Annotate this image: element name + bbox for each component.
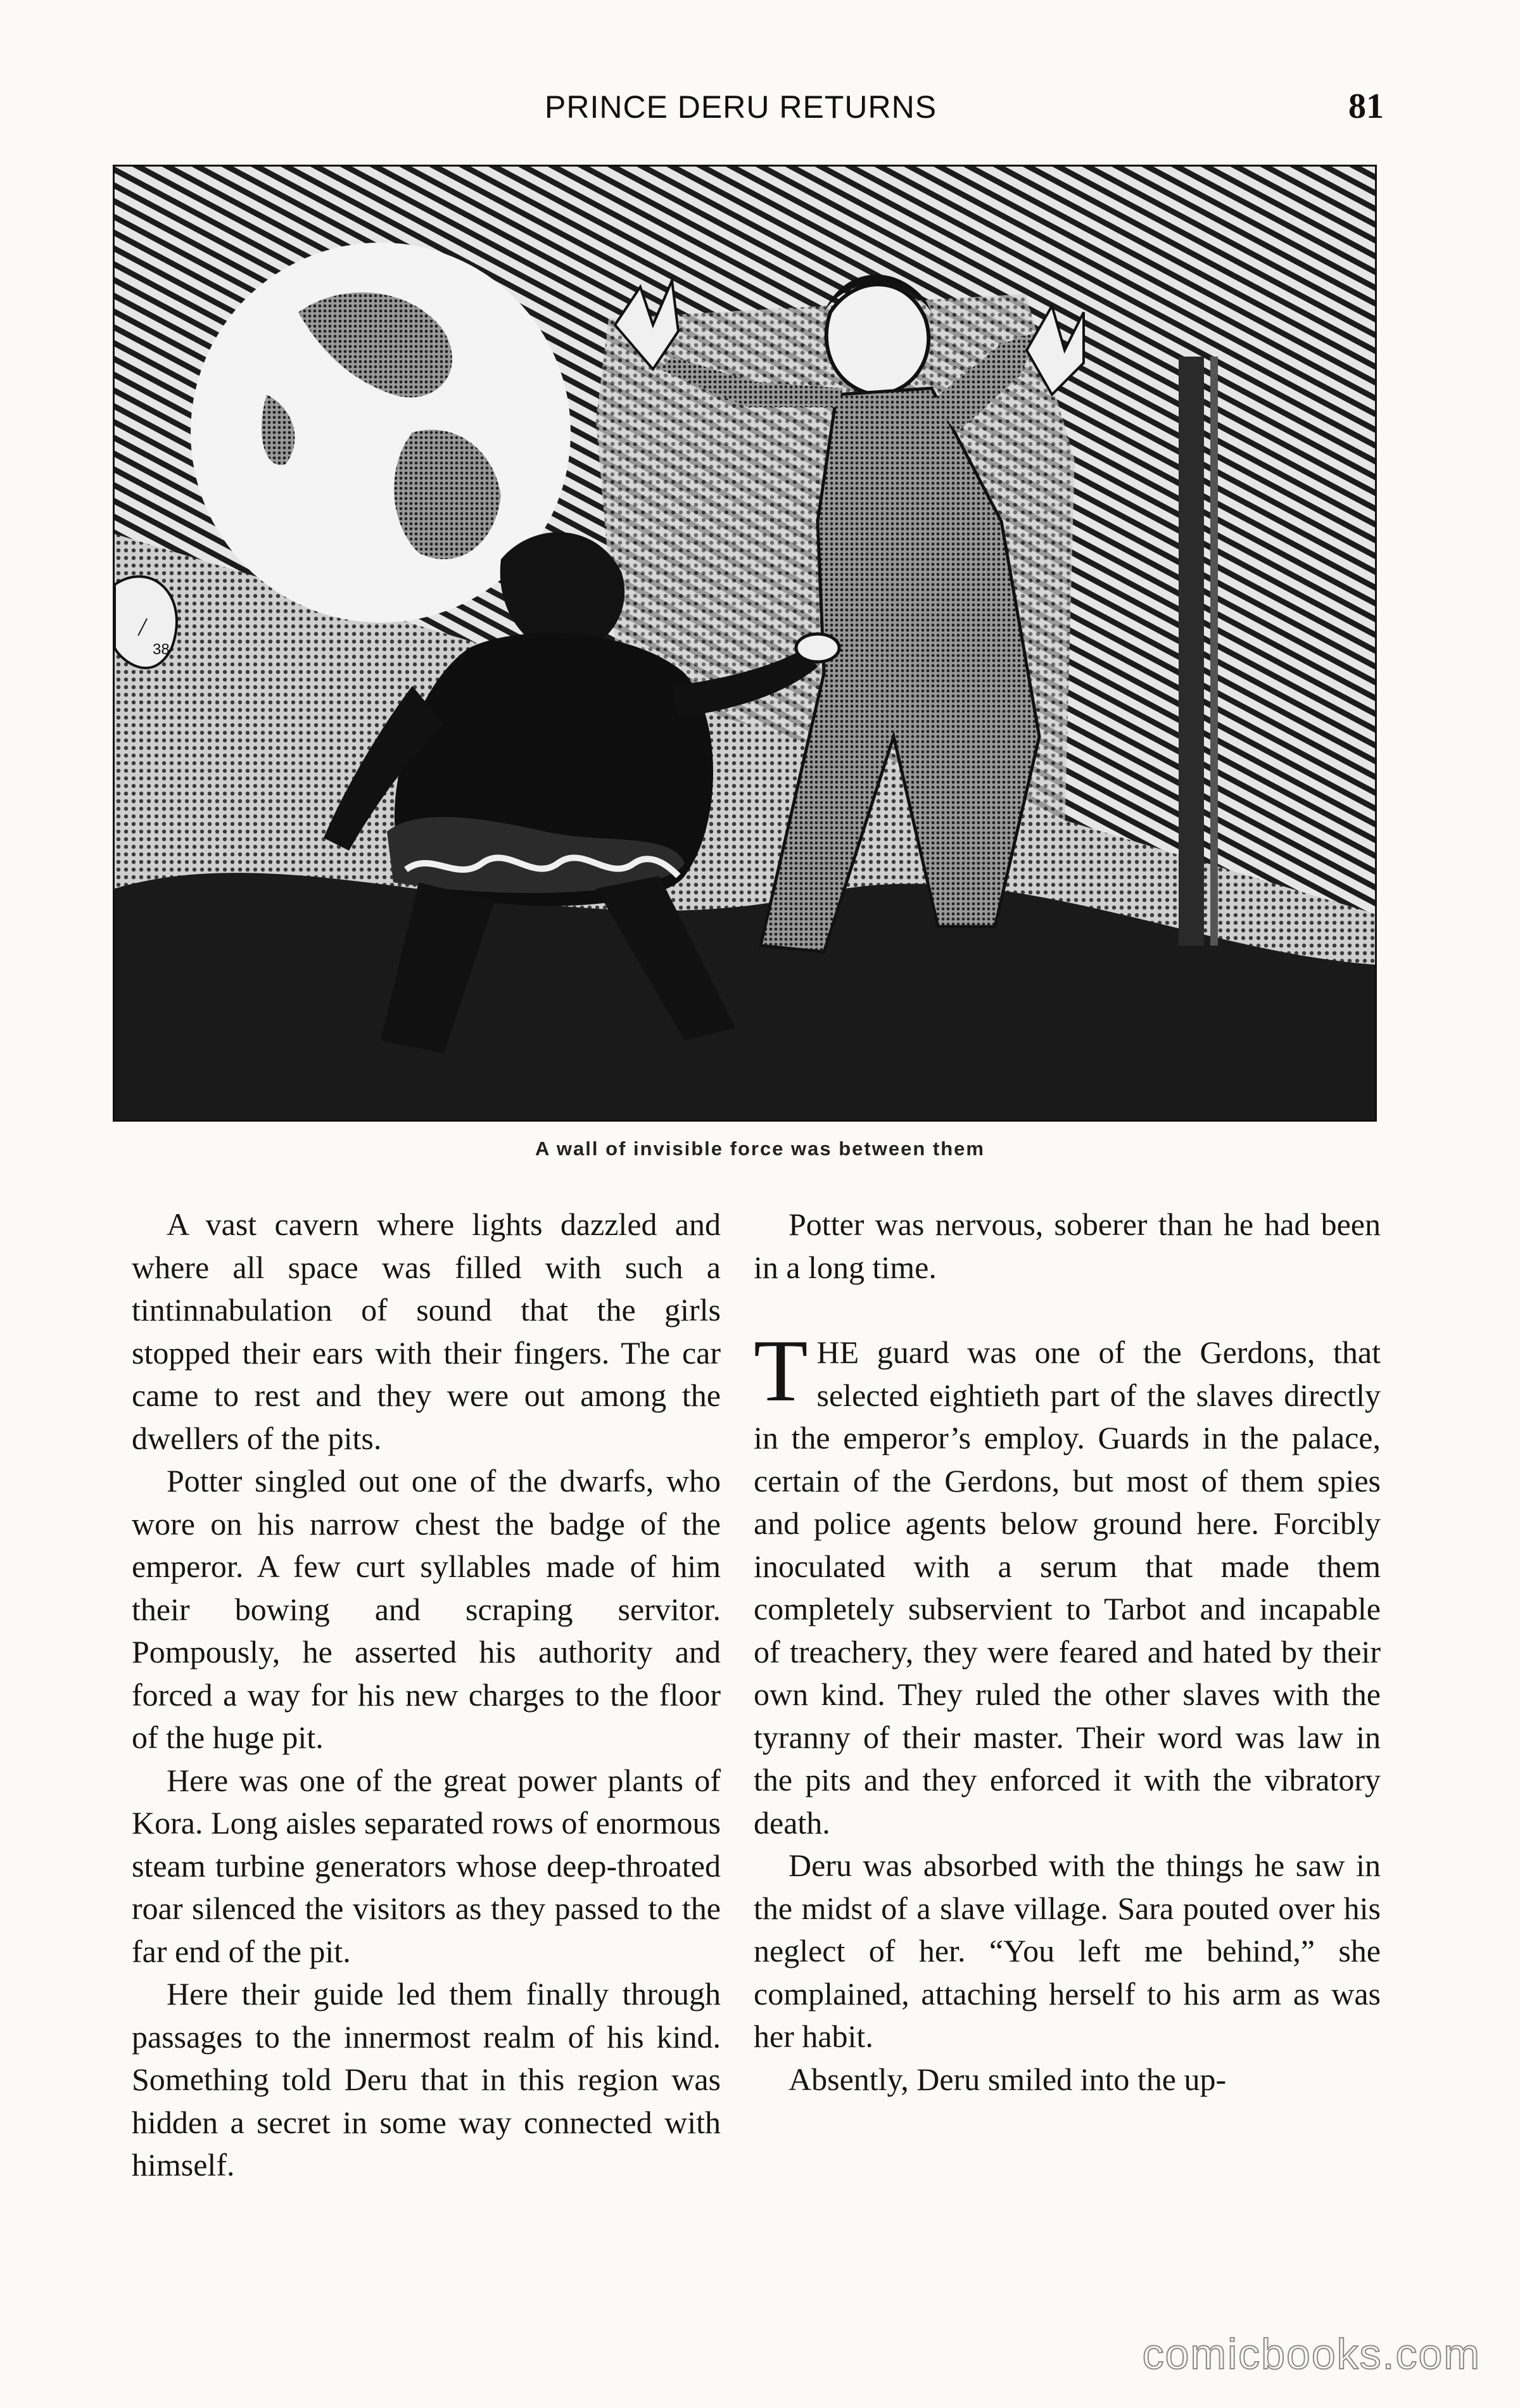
site-watermark: comicbooks.com <box>1142 2330 1481 2378</box>
section-text: HE guard was one of the Gerdons, that selected eightieth part of the slaves directly in the emperor’s employ. Guards in the palace, certain of the Gerdons, but most of them spies and police agents below ground here. Forcibly inoculated with a serum that made them completely subservient to Tarbot and incapable of treachery, they were feared and hated by their own kind. They ruled the other slaves with the tyranny of their master. Their word was law in the pits and they enforced it with the vibratory death. <box>754 1334 1381 1841</box>
page-number: 81 <box>1348 87 1384 126</box>
paragraph: Here was one of the great power plants of Kora. Long aisles separated rows of enormous steam turbine generators whose deep-throated roar silenced the visitors as they passed to the far end of the pit. <box>132 1762 721 1969</box>
paragraph: Deru was absorbed with the things he saw in the midst of a slave village. Sara pouted over his neglect of her. “You left me behind,” she complained, attaching herself to his arm as was her habit. <box>754 1847 1381 2054</box>
illustration-art <box>115 167 1375 1120</box>
paragraph: Here their guide led them finally through passages to the innermost realm of his kind. Something told Deru that in this region was hidden a secret in some way connected with himself. <box>132 1976 721 2183</box>
paragraph: A vast cavern where lights dazzled and where all space was filled with such a tintinnabulation of sound that the girls stopped their ears with their fingers. The car came to rest and they were out among the dwellers of the pits. <box>132 1207 721 1456</box>
text-column-left <box>132 1203 721 2187</box>
svg-text:/: / <box>139 612 146 641</box>
drop-cap: T <box>754 1322 808 1420</box>
story-illustration <box>113 165 1377 1122</box>
paragraph: Potter was nervous, soberer than he had been in a long time. <box>754 1207 1381 1285</box>
text-column-right <box>754 1203 1381 2101</box>
illustration-caption: A wall of invisible force was between them <box>535 1137 985 1160</box>
illustration-signature: 38 <box>153 641 170 658</box>
running-head <box>0 89 1520 139</box>
paragraph: Absently, Deru smiled into the up- <box>788 2061 1227 2097</box>
section-paragraph <box>754 1322 1381 1844</box>
paragraph: Potter singled out one of the dwarfs, who wore on his narrow chest the badge of the emperor. A few curt syllables made of him their bowing and scraping servitor. Pompously, he asserted his authority and forced a way for his new charges to the floor of the huge pit. <box>132 1463 721 1755</box>
running-title: PRINCE DERU RETURNS <box>545 89 937 125</box>
